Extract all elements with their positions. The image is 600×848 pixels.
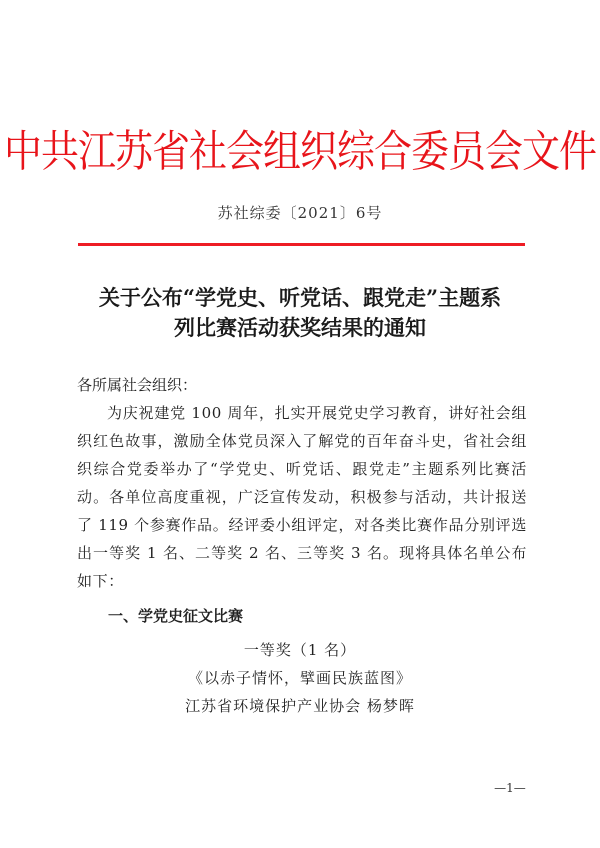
award-winner: 江苏省环境保护产业协会 杨梦晖	[185, 697, 415, 715]
notice-title	[70, 283, 530, 343]
salutation: 各所属社会组织：	[77, 376, 198, 394]
award-work-title: 《以赤子情怀，擘画民族蓝图》	[187, 669, 412, 687]
page-number: —1—	[494, 781, 526, 795]
red-divider-line	[78, 243, 525, 246]
notice-title-line-1: 关于公布“学党史、听党话、跟党走”主题系	[98, 285, 502, 310]
award-block	[0, 636, 600, 720]
section-heading: 一、学党史征文比赛	[108, 607, 244, 625]
notice-title-line-2: 列比赛活动获奖结果的通知	[174, 315, 426, 340]
body-paragraph: 为庆祝建党 100 周年，扎实开展党史学习教育，讲好社会组织红色故事，激励全体党员深入了解党的百年奋斗史，省社会组织综合党委举办了“学党史、听党话、跟党走”主题系列比赛活动。各单位高度重视，广泛宣传发动，积极参与活动，共计报送了 119 个参赛作品。经评委小组评定，对各类比赛作品分别评选出一等奖 1 名、二等奖 2 名、三等奖 3 名。现将具体名单公布如下：	[77, 404, 527, 590]
document-number: 苏社综委〔2021〕6号	[217, 204, 383, 222]
body-text	[77, 371, 527, 595]
masthead-title: 中共江苏省社会组织综合委员会文件	[3, 126, 596, 177]
award-level: 一等奖（1 名）	[243, 641, 357, 659]
